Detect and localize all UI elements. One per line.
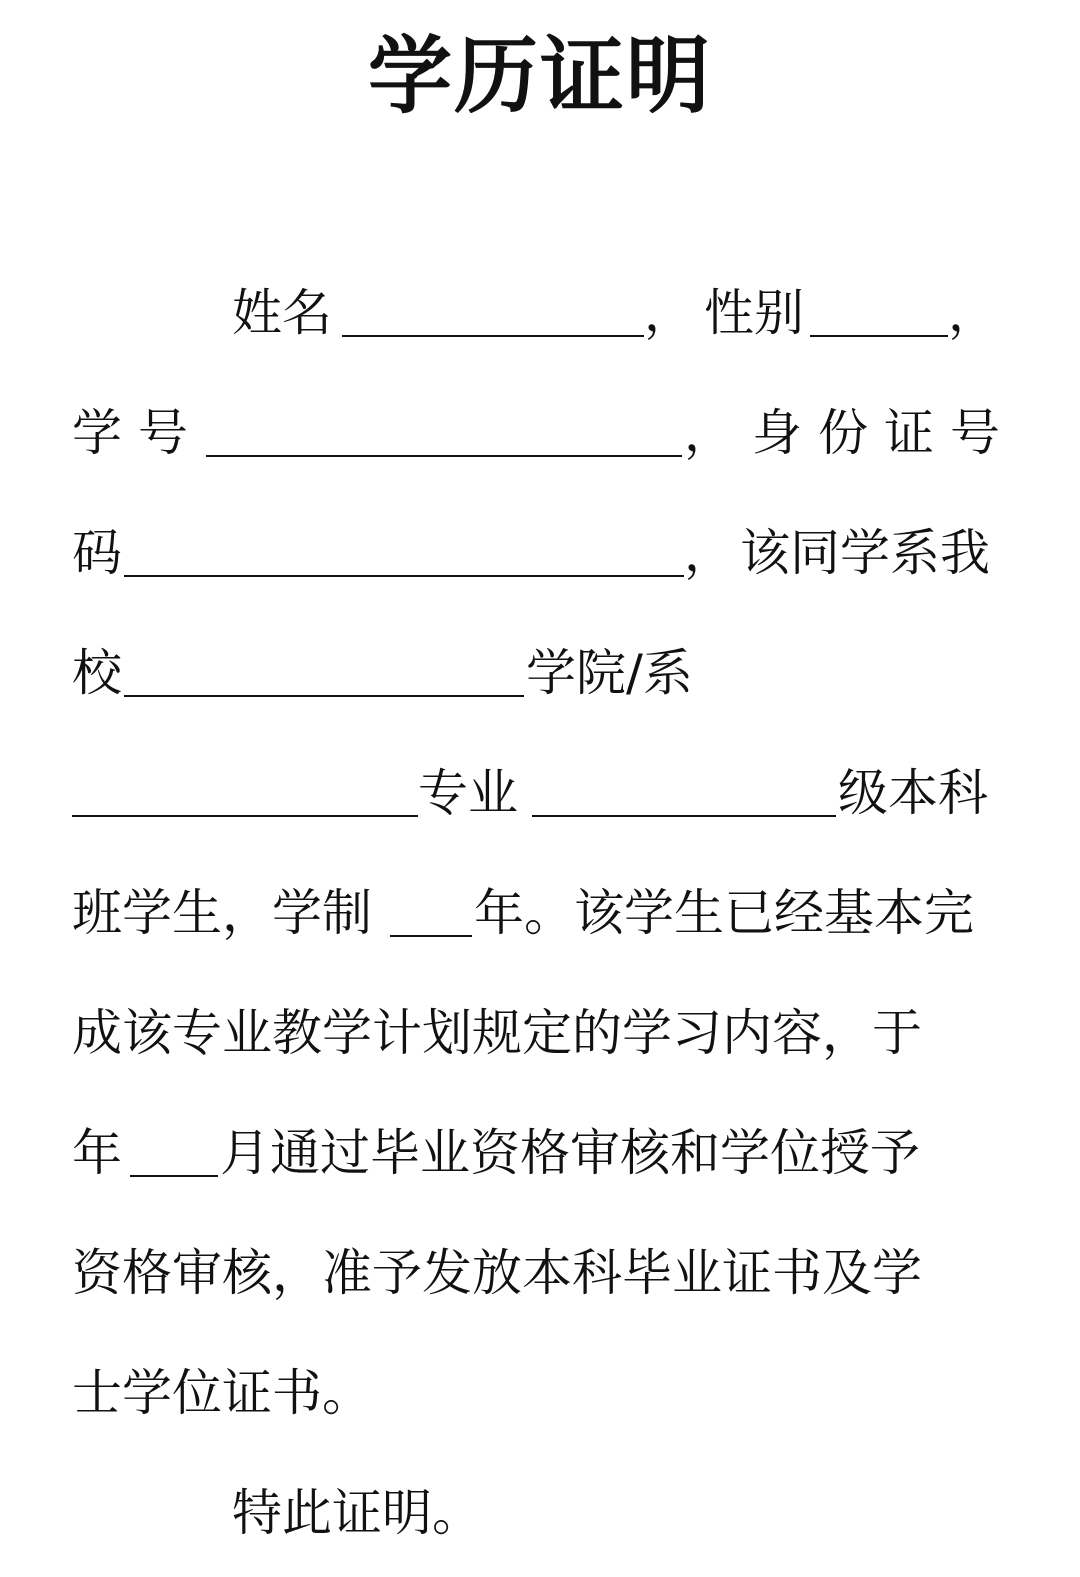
id-number-blank[interactable] [124, 575, 684, 577]
gender-blank[interactable] [810, 335, 948, 337]
date-line [72, 1118, 1008, 1188]
school-label: 校 [72, 644, 122, 702]
major-line [72, 758, 1008, 828]
statement-text: 年。该学生已经基本完 [474, 884, 974, 942]
school-line [72, 638, 1008, 708]
gender-label: 性别 [704, 284, 804, 342]
comma: ， [684, 404, 734, 462]
duration-label: 班学生，学制 [72, 884, 372, 942]
comma: ， [684, 524, 734, 582]
duration-blank[interactable] [390, 935, 472, 937]
college-blank[interactable] [124, 695, 524, 697]
statement-line [72, 1238, 1008, 1308]
student-id-blank[interactable] [206, 455, 682, 457]
id-number-line [72, 518, 1008, 588]
student-id-label: 学号 [72, 404, 204, 462]
page-title: 学历证明 [367, 27, 712, 125]
id-number-label: 身份证号 [752, 404, 1016, 462]
duration-line [72, 878, 1008, 948]
major-label: 专业 [418, 764, 518, 822]
comma: ， [644, 284, 694, 342]
student-id-line [72, 398, 1016, 468]
year-label: 年 [72, 1124, 122, 1182]
statement-line [72, 998, 1008, 1068]
statement-text: 成该专业教学计划规定的学习内容，于 [72, 1004, 922, 1062]
statement-line [72, 1358, 1008, 1428]
statement-text: 资格审核，准予发放本科毕业证书及学 [72, 1244, 922, 1302]
id-number-label-end: 码 [72, 524, 122, 582]
major-blank[interactable] [72, 815, 418, 817]
statement-text: 该同学系我 [740, 524, 990, 582]
comma: ， [948, 284, 998, 342]
name-blank[interactable] [342, 335, 644, 337]
month-blank[interactable] [130, 1175, 218, 1177]
closing-text: 特此证明。 [232, 1484, 482, 1542]
name-gender-line [72, 278, 1008, 348]
statement-text: 月通过毕业资格审核和学位授予 [220, 1124, 920, 1182]
statement-text: 士学位证书。 [72, 1364, 372, 1422]
name-label: 姓名 [232, 284, 332, 342]
closing-line [72, 1478, 1008, 1548]
college-label: 学院/系 [526, 644, 693, 702]
grade-blank[interactable] [532, 815, 836, 817]
grade-label: 级本科 [838, 764, 988, 822]
